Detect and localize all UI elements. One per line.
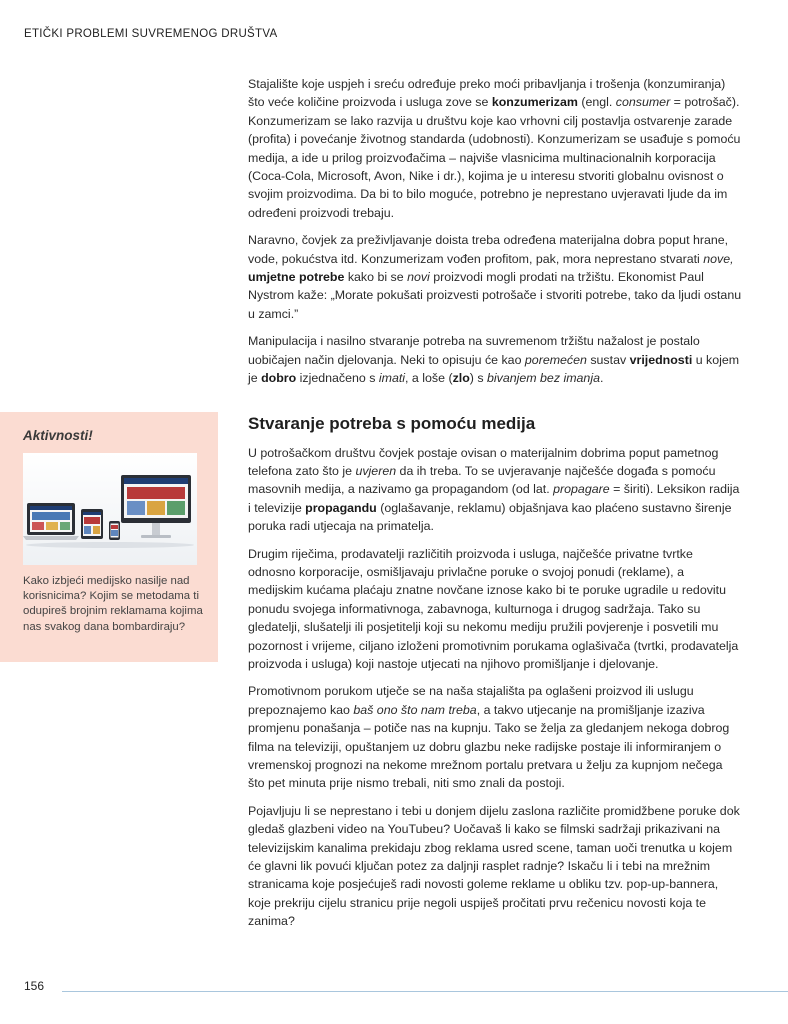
paragraph-6: Promotivnom porukom utječe se na naša stajališta pa oglašeni proizvod ili uslugu prepoznajemo kao baš ono što nam treba, a takvo utjecanje na promišljanje izaziva promjenu ponašanja – potiče nas na kupnju. Tako se želja za gledanjem nekoga dobrog filma na televiziji, opuštanjem uz dobru glazbu neke radijske postaje ili informiranjem o vremenskoj prognozi na nekome mrežnom portalu pretvara u želju za kupnjom nečega što pet minuta prije nismo trebali, niti smo znali da postoji.	[248, 684, 730, 791]
paragraph-5: Drugim riječima, prodavatelji različitih proizvoda i usluga, najčešće privatne tvrtke odnosno korporacije, osmišljavaju privlačne poruke o svojoj ponudi (reklame), a medijskim kućama plaćaju znatne novčane iznose kako bi te poruke ugradile u redovitu ponudu svojega informativnoga, zabavnoga, kulturnoga i drugog sadržaja. Tako su gledatelji, slušatelji ili posjetitelji koji su nekomu mediju pružili povjerenje i posvetili mu pozornost i vrijeme, ciljano izloženi promotivnim porukama oglašivača (tvrtki, prodavatelja proizvoda i usluga) koji nastoje utjecati na njihovo promišljanje i djelovanje.	[248, 546, 739, 671]
section-heading: Stvaranje potreba s pomoću medija	[248, 413, 536, 433]
paragraph-2: Naravno, čovjek za preživljavanje doista treba određena materijalna dobra poput hrane, vode, pokućstva itd. Konzumerizam vođen profitom, pak, mora neprestano stvarati nove, umjetne potrebe kako bi se novi proizvodi mogli prodati na tržištu. Ekonomist Paul Nystrom kaže: „Morate pokušati proizvesti potrošače i stvoriti potrebe, tako da ljudi ostanu u zamci.”	[248, 233, 742, 321]
activity-title: Aktivnosti!	[23, 428, 93, 443]
devices-illustration	[23, 453, 197, 565]
activity-box	[0, 412, 218, 662]
phone-icon	[109, 521, 120, 540]
tablet-icon	[81, 509, 103, 539]
paragraph-1: Stajalište koje uspjeh i sreću određuje preko moći pribavljanja i trošenja (konzumiranja) što veće količine proizvoda i usluga zove se konzumerizam (engl. consumer = potrošač). Konzumerizam se lako razvija u društvu koje kao vrhovni cilj postavlja ostvarenje zarade (profita) i povećanje životnog standarda (udobnosti). Konzumerizam se usađuje s pomoću medija, a ide u prilog proizvođačima – najviše vlasnicima multinacionalnih korporacija (Coca-Cola, Microsoft, Avon, Nike i dr.), kojima je u interesu stvoriti globalnu ovisnost o svojim proizvodima. Da bi to bilo moguće, potrebno je neprestano uvjeravati ljude da im određeni proizvodi trebaju.	[248, 77, 741, 220]
main-text	[248, 75, 742, 940]
laptop-icon	[23, 503, 79, 540]
page-number: 156	[24, 979, 45, 993]
running-header: ETIČKI PROBLEMI SUVREMENOG DRUŠTVA	[24, 28, 278, 40]
footer-rule	[62, 991, 788, 992]
activity-question: Kako izbjeći medijsko nasilje nad korisnicima? Kojim se metodama ti odupireš brojnim reklamama kojima nas svakog dana bombardiraju?	[23, 575, 203, 633]
paragraph-3: Manipulacija i nasilno stvaranje potreba na suvremenom tržištu nažalost je postalo uobičajen način djelovanja. Neki to opisuju će kao poremećen sustav vrijednosti u kojem je dobro izjednačeno s imati, a loše (zlo) s bivanjem bez imanja.	[248, 334, 740, 386]
paragraph-4: U potrošačkom društvu čovjek postaje ovisan o materijalnim dobrima poput pametnog telefona zato što je uvjeren da ih treba. To se uvjeravanje najčešće događa s pomoću masovnih medija, a nazivamo ga propagandom (od lat. propagare = širiti). Leksikon radija i televizije propagandu (oglašavanje, reklamu) objašnjava kao plaćeno sustavno širenje poruka radi utjecaja na primatelja.	[248, 445, 740, 534]
paragraph-7: Pojavljuju li se neprestano i tebi u donjem dijelu zaslona različite promidžbene poruke dok gledaš glazbeni video na YouTubeu? Uočavaš li kako se filmski sadržaji prikazivani na televizijskim kanalima prekidaju zbog reklama usred scene, taman uoči trenutka u kojem će glavni lik povući ključan potez za daljnji rasplet radnje? Iskaču li i tebi na mrežnim stranicama koje posjećuješ radi novosti goleme reklame u obliku tzv. pop-up-bannera, koje prekriju cijelu stranicu prije negoli uspiješ pročitati prvu rečenicu novosti koja te zanima?	[248, 803, 740, 929]
